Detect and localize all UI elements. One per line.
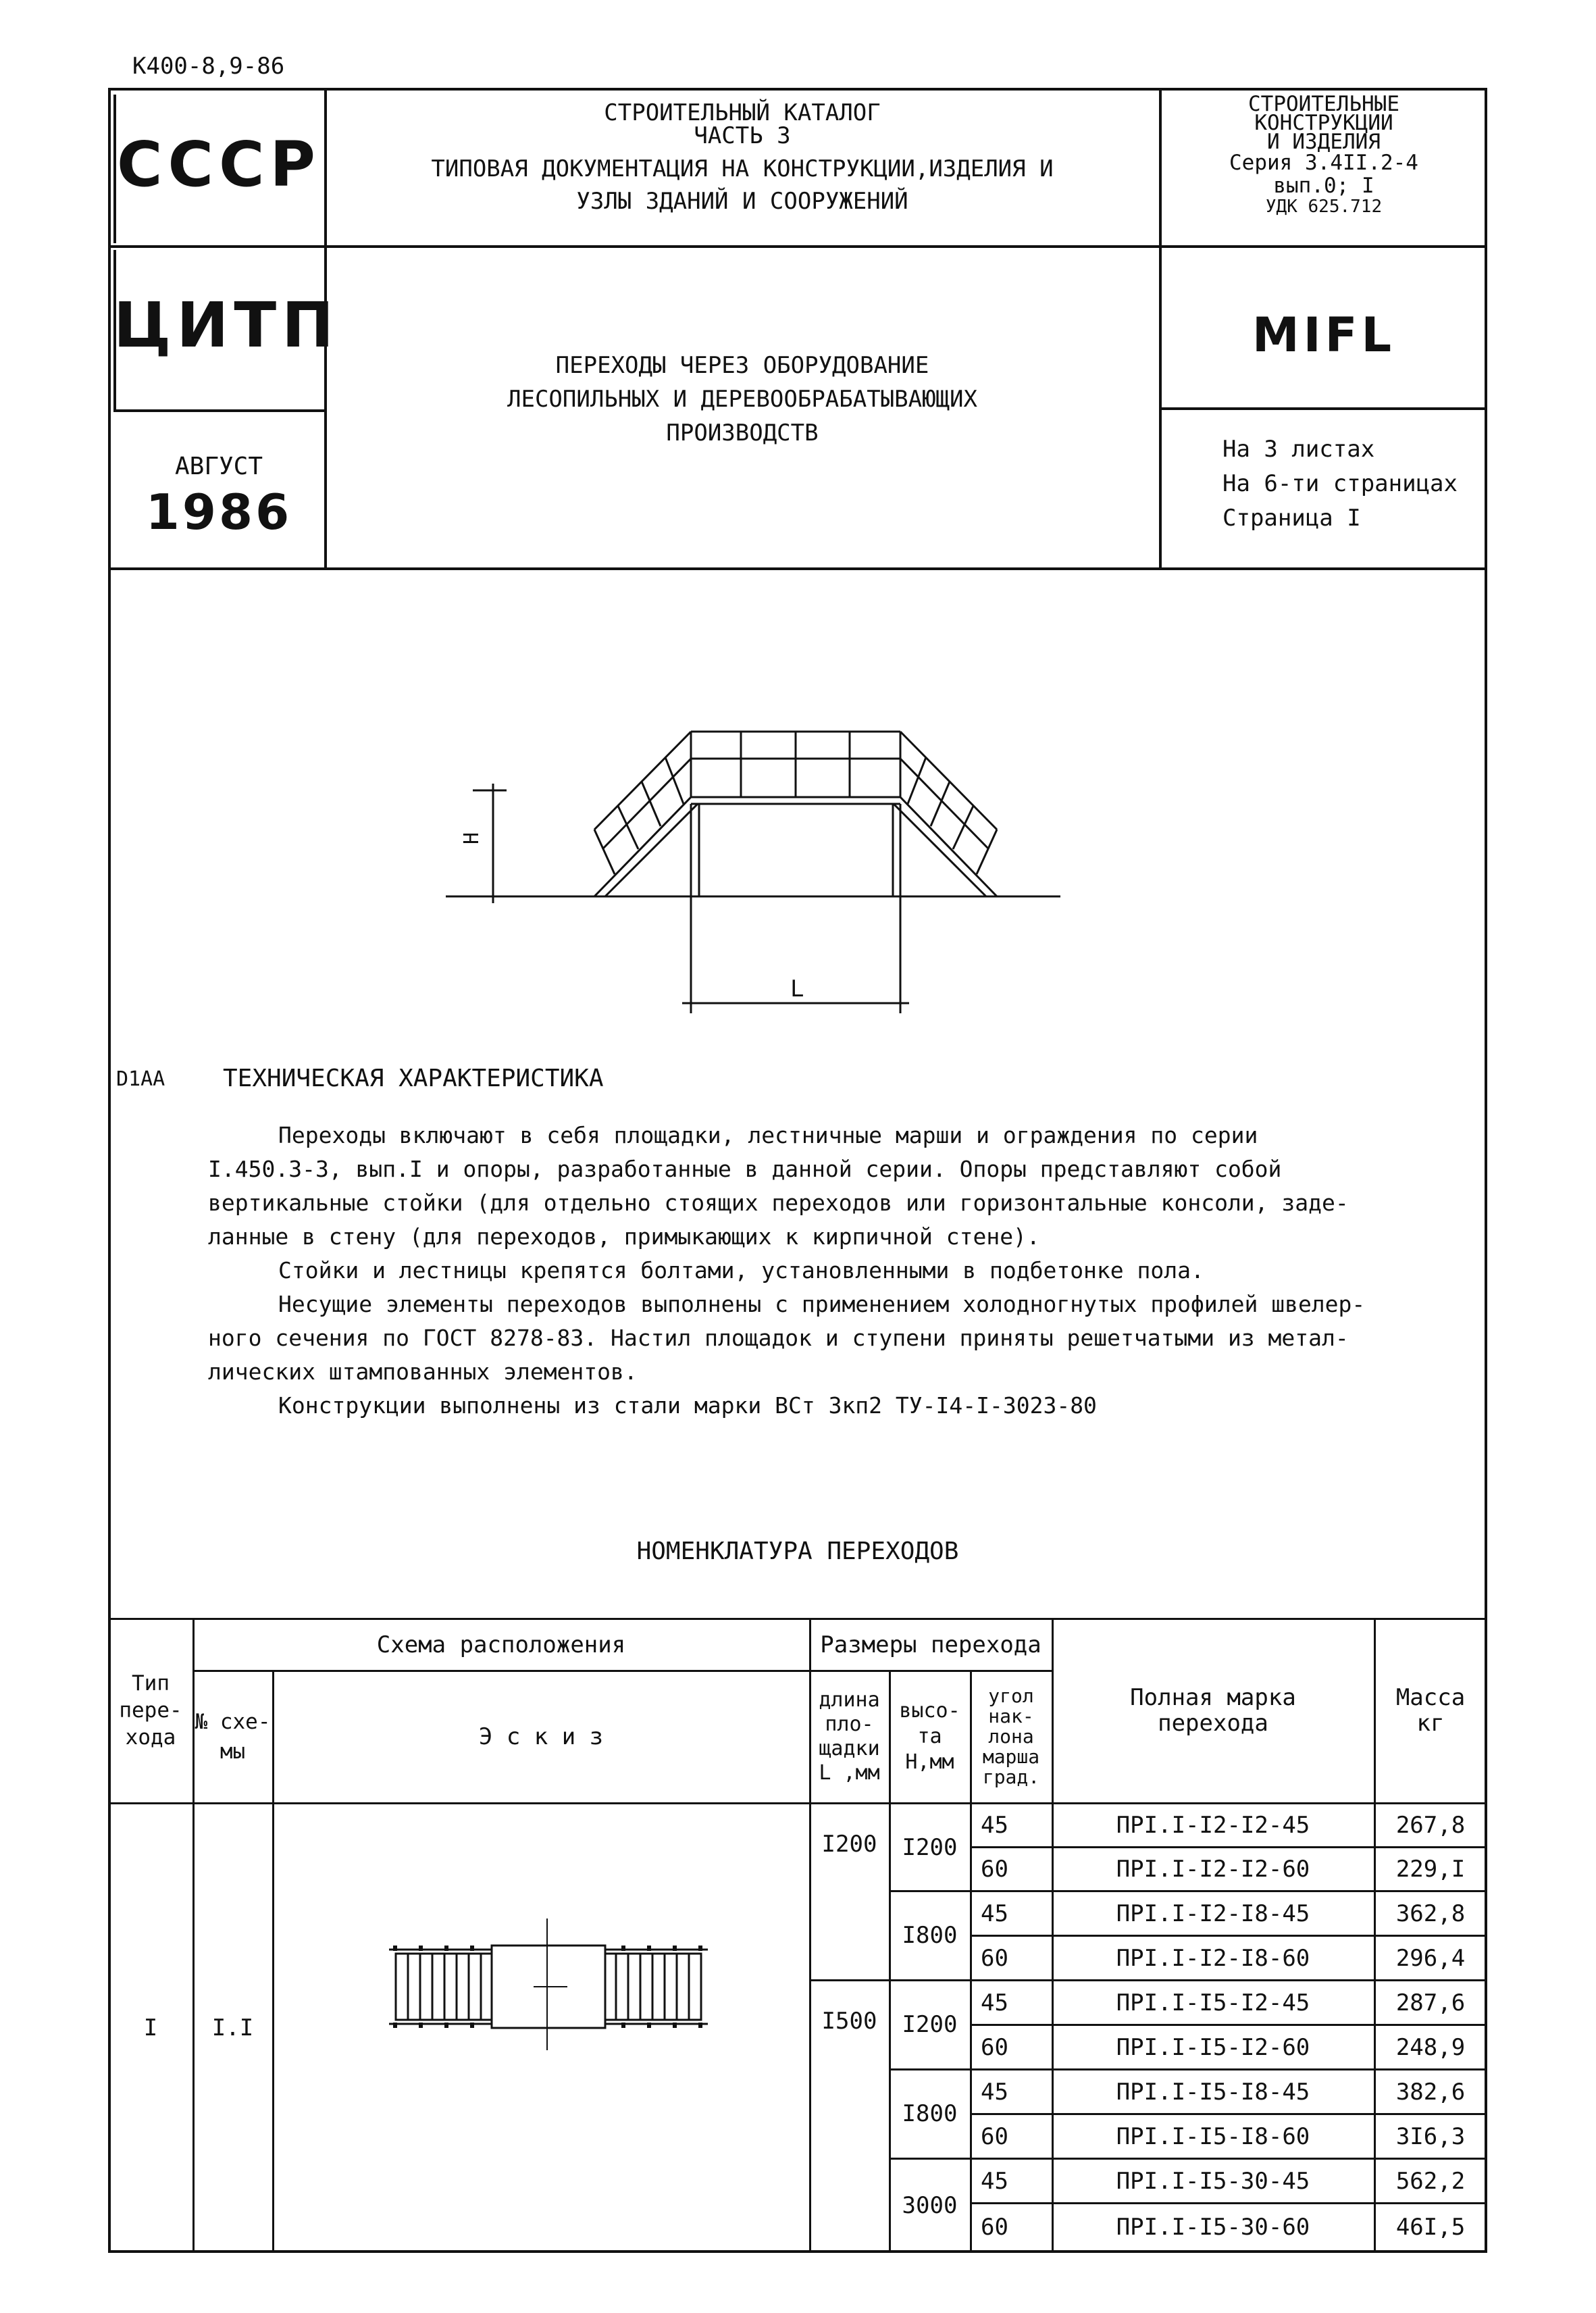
- cell-type: I: [143, 2014, 158, 2041]
- cell-mass: 229,I: [1395, 1856, 1466, 1883]
- cell-mark: ПРI.I-I5-I2-60: [1116, 2033, 1310, 2061]
- left-stair: [594, 797, 691, 896]
- cell-mark: ПРI.I-I2-I2-45: [1116, 1812, 1310, 1839]
- header-sketch: Э с к и з: [478, 1723, 604, 1750]
- side-view-drawing: [446, 716, 1067, 1027]
- header-mark: Полная марка перехода: [1130, 1684, 1296, 1737]
- cell-mark: ПРI.I-I5-30-60: [1116, 2213, 1310, 2241]
- cell-height-4: I800: [902, 2100, 958, 2127]
- plan-sketch: [378, 1918, 729, 2054]
- header-height: высо- та H,мм: [899, 1699, 960, 1774]
- document-title: ПЕРЕХОДЫ ЧЕРЕЗ ОБОРУДОВАНИЕ ЛЕСОПИЛЬНЫХ И ДЕРЕВООБРАБАТЫВАЮЩИХ ПРОИЗВОДСТВ: [507, 352, 977, 447]
- cell-angle: 45: [981, 1900, 1008, 1927]
- cell-mass: 287,6: [1395, 1989, 1466, 2016]
- cell-mass: 248,9: [1395, 2033, 1466, 2061]
- header-type: Тип пере- хода: [119, 1671, 182, 1750]
- header-scheme: Схема расположения: [376, 1631, 626, 1658]
- cell-mark: ПРI.I-I2-I8-45: [1116, 1900, 1310, 1927]
- cell-angle: 60: [981, 2033, 1008, 2061]
- header-scheme-number: № схе- мы: [195, 1710, 271, 1764]
- cell-scheme-number: I.I: [211, 2014, 254, 2041]
- year-label: 1986: [145, 484, 292, 540]
- cell-mass: 562,2: [1395, 2167, 1466, 2195]
- header-mass: Масса кг: [1395, 1684, 1466, 1737]
- cell-angle: 45: [981, 2167, 1008, 2195]
- document-code: К400-8,9-86: [132, 53, 285, 80]
- cell-angle: 60: [981, 2213, 1008, 2241]
- cell-mark: ПРI.I-I5-I8-45: [1116, 2078, 1310, 2106]
- cell-mark: ПРI.I-I2-I2-60: [1116, 1856, 1310, 1883]
- header-right-divider: [1159, 407, 1487, 410]
- cell-mass: 362,8: [1395, 1900, 1466, 1927]
- sheets-info: На 3 листах На 6-ти страницах Страница I: [1222, 436, 1458, 532]
- label-h: H: [460, 832, 484, 844]
- cell-angle: 45: [981, 2078, 1008, 2106]
- cell-angle: 45: [981, 1812, 1008, 1839]
- header-divider: [108, 245, 1487, 248]
- cell-mass: 382,6: [1395, 2078, 1466, 2106]
- cell-height-2: I800: [902, 1922, 958, 1949]
- cell-mark: ПРI.I-I2-I8-60: [1116, 1944, 1310, 1972]
- header-bottom: [108, 567, 1487, 570]
- org-box-bottom: [113, 409, 324, 412]
- cell-mark: ПРI.I-I5-I2-45: [1116, 1989, 1310, 2016]
- cell-height-3: I200: [902, 2011, 958, 2038]
- nomenclature-title: НОМЕНКЛАТУРА ПЕРЕХОДОВ: [636, 1537, 959, 1565]
- cell-mark: ПРI.I-I5-30-45: [1116, 2167, 1310, 2195]
- series-info: СТРОИТЕЛЬНЫЕ КОНСТРУКЦИИ И ИЗДЕЛИЯ Серия 3.4II.2-4 вып.0; I УДК 625.712: [1229, 92, 1418, 217]
- cell-angle: 60: [981, 2123, 1008, 2150]
- cell-mass: 46I,5: [1395, 2213, 1466, 2241]
- cell-height-5: 3000: [902, 2192, 958, 2219]
- cell-length-2: I500: [821, 2008, 877, 2035]
- cell-mass: 3I6,3: [1395, 2123, 1466, 2150]
- section-mark: D1AA: [116, 1067, 165, 1091]
- org-label: ЦИТП: [113, 289, 340, 361]
- month-label: АВГУСТ: [174, 453, 263, 480]
- technical-text: Переходы включают в себя площадки, лестничные марши и ограждения по серии I.450.3-3, вып.I и опоры, разработанные в данной серии. Опоры представляют собой вертикальные стойки (для отдельно стоящих переходов или горизонтальные консоли, заде- ланные в стену (для переходов, примыкающих к кирпичной стене). Стойки и лестницы крепятся болтами, установленными в подбетонке пола. Несущие элементы переходов выполнены с применением холодногнутых профилей швелер- ного сечения по ГОСТ 8278-83. Настил площадок и ступени приняты решетчатыми из метал- лических штампованных элементов. Конструкции выполнены из стали марки ВСт 3кп2 ТУ-I4-I-3023-80: [208, 1122, 1366, 1419]
- cell-length-1: I200: [821, 1831, 877, 1858]
- cell-angle: 45: [981, 1989, 1008, 2016]
- cell-mass: 267,8: [1395, 1812, 1466, 1839]
- cell-angle: 60: [981, 1856, 1008, 1883]
- cell-height-1: I200: [902, 1833, 958, 1861]
- code-label: MIFL: [1252, 307, 1396, 363]
- catalog-title: СТРОИТЕЛЬНЫЙ КАТАЛОГ ЧАСТЬ 3 ТИПОВАЯ ДОКУМЕНТАЦИЯ НА КОНСТРУКЦИИ,ИЗДЕЛИЯ И УЗЛЫ ЗДАНИЙ И СООРУЖЕНИЙ: [431, 99, 1054, 215]
- cell-angle: 60: [981, 1944, 1008, 1972]
- header-sizes: Размеры перехода: [820, 1631, 1041, 1658]
- cell-mark: ПРI.I-I5-I8-60: [1116, 2123, 1310, 2150]
- right-stair: [900, 797, 997, 896]
- country-label: СССР: [117, 128, 321, 201]
- section-title: ТЕХНИЧЕСКАЯ ХАРАКТЕРИСТИКА: [223, 1065, 604, 1092]
- header-angle: угол нак- лона марша град.: [982, 1685, 1040, 1788]
- cell-mass: 296,4: [1395, 1944, 1466, 1972]
- header-length: длина пло- щадки L ,мм: [819, 1688, 880, 1785]
- label-l: L: [790, 975, 804, 1002]
